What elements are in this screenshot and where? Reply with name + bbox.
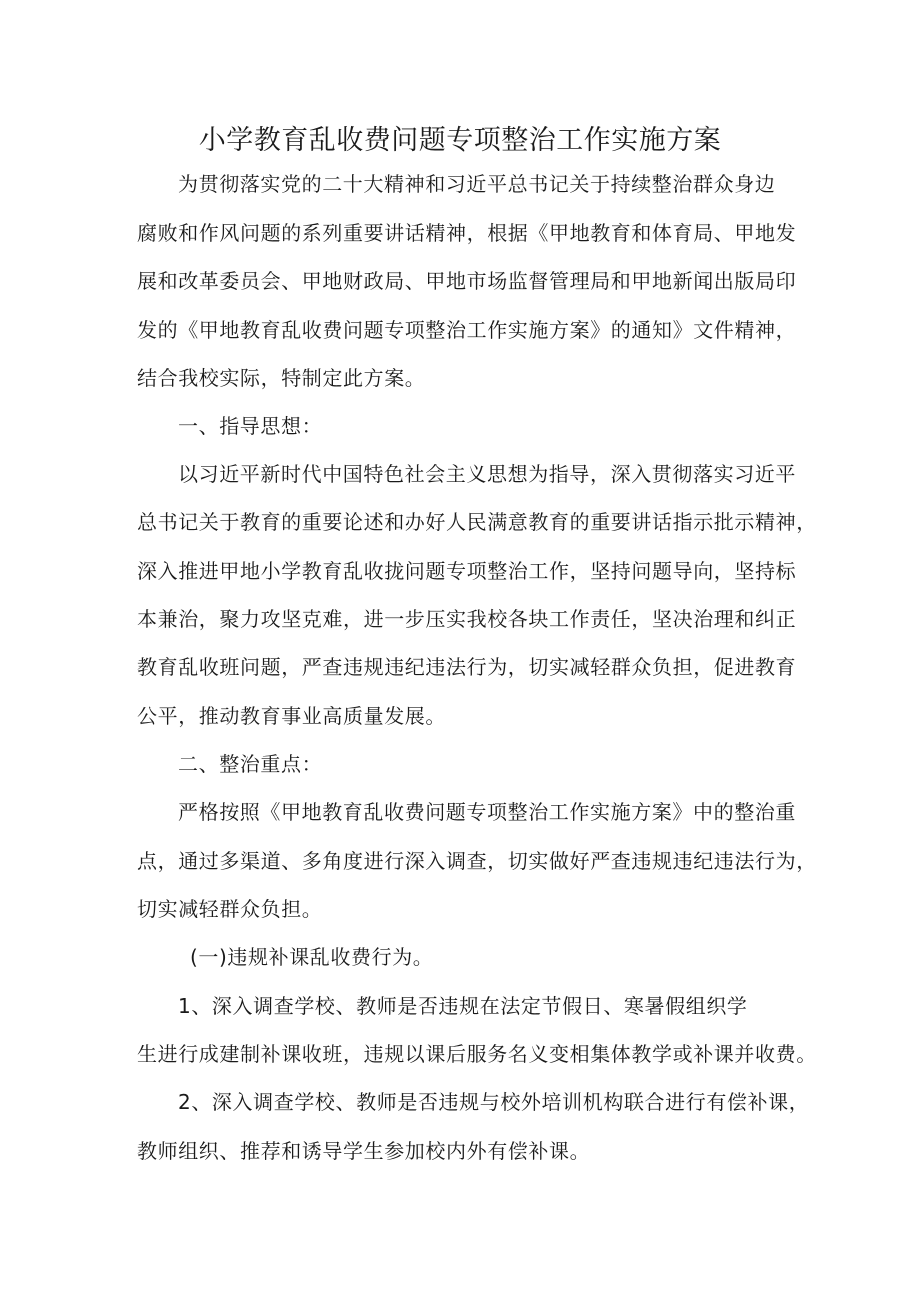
paragraph-guiding-line-2: 总书记关于教育的重要论述和办好人民满意教育的重要讲话指示批示精神， xyxy=(137,510,817,534)
paragraph-guiding-line-1: 以习近平新时代中国特色社会主义思想为指导，深入贯彻落实习近平 xyxy=(178,462,796,486)
item-2-line-1: 2、深入调查学校、教师是否违规与校外培训机构联合进行有偿补课， xyxy=(178,1090,810,1114)
paragraph-intro-line-2: 腐败和作风问题的系列重要讲话精神，根据《甲地教育和体育局、甲地发 xyxy=(137,221,797,245)
paragraph-intro-line-4: 发的《甲地教育乱收费问题专项整治工作实施方案》的通知》文件精神， xyxy=(137,318,797,342)
paragraph-guiding-line-3: 深入推进甲地小学教育乱收拢问题专项整治工作，坚持问题导向，坚持标 xyxy=(137,559,797,583)
paragraph-key-points-line-2: 点，通过多渠道、多角度进行深入调查，切实做好严查违规违纪违法行为， xyxy=(137,849,817,873)
paragraph-key-points-line-1: 严格按照《甲地教育乱收费问题专项整治工作实施方案》中的整治重 xyxy=(178,800,796,824)
paragraph-guiding-line-6: 公平，推动教育事业高质量发展。 xyxy=(137,704,446,728)
subsection-heading-illegal-tutoring: (一)违规补课乱收费行为。 xyxy=(190,945,434,969)
item-1-line-1: 1、深入调查学校、教师是否违规在法定节假日、寒暑假组织学 xyxy=(178,994,748,1018)
document-title: 小学教育乱收费问题专项整治工作实施方案 xyxy=(198,125,722,156)
paragraph-intro-line-5: 结合我校实际，特制定此方案。 xyxy=(137,366,426,390)
paragraph-intro-line-3: 展和改革委员会、甲地财政局、甲地市场监督管理局和甲地新闻出版局印 xyxy=(137,269,797,293)
section-heading-key-points: 二、整治重点： xyxy=(178,752,323,776)
paragraph-key-points-line-3: 切实减轻群众负担。 xyxy=(137,897,323,921)
paragraph-guiding-line-4: 本兼治，聚力攻坚克难，进一步压实我校各块工作责任，坚决治理和纠正 xyxy=(137,607,797,631)
section-heading-guiding-thought: 一、指导思想： xyxy=(178,414,323,438)
item-1-line-2: 生进行成建制补课收班，违规以课后服务名义变相集体教学或补课并收费。 xyxy=(137,1042,817,1066)
paragraph-intro-line-1: 为贯彻落实党的二十大精神和习近平总书记关于持续整治群众身边 xyxy=(178,172,776,196)
item-2-line-2: 教师组织、推荐和诱导学生参加校内外有偿补课。 xyxy=(137,1139,591,1163)
paragraph-guiding-line-5: 教育乱收班问题，严查违规违纪违法行为，切实减轻群众负担，促进教育 xyxy=(137,655,797,679)
